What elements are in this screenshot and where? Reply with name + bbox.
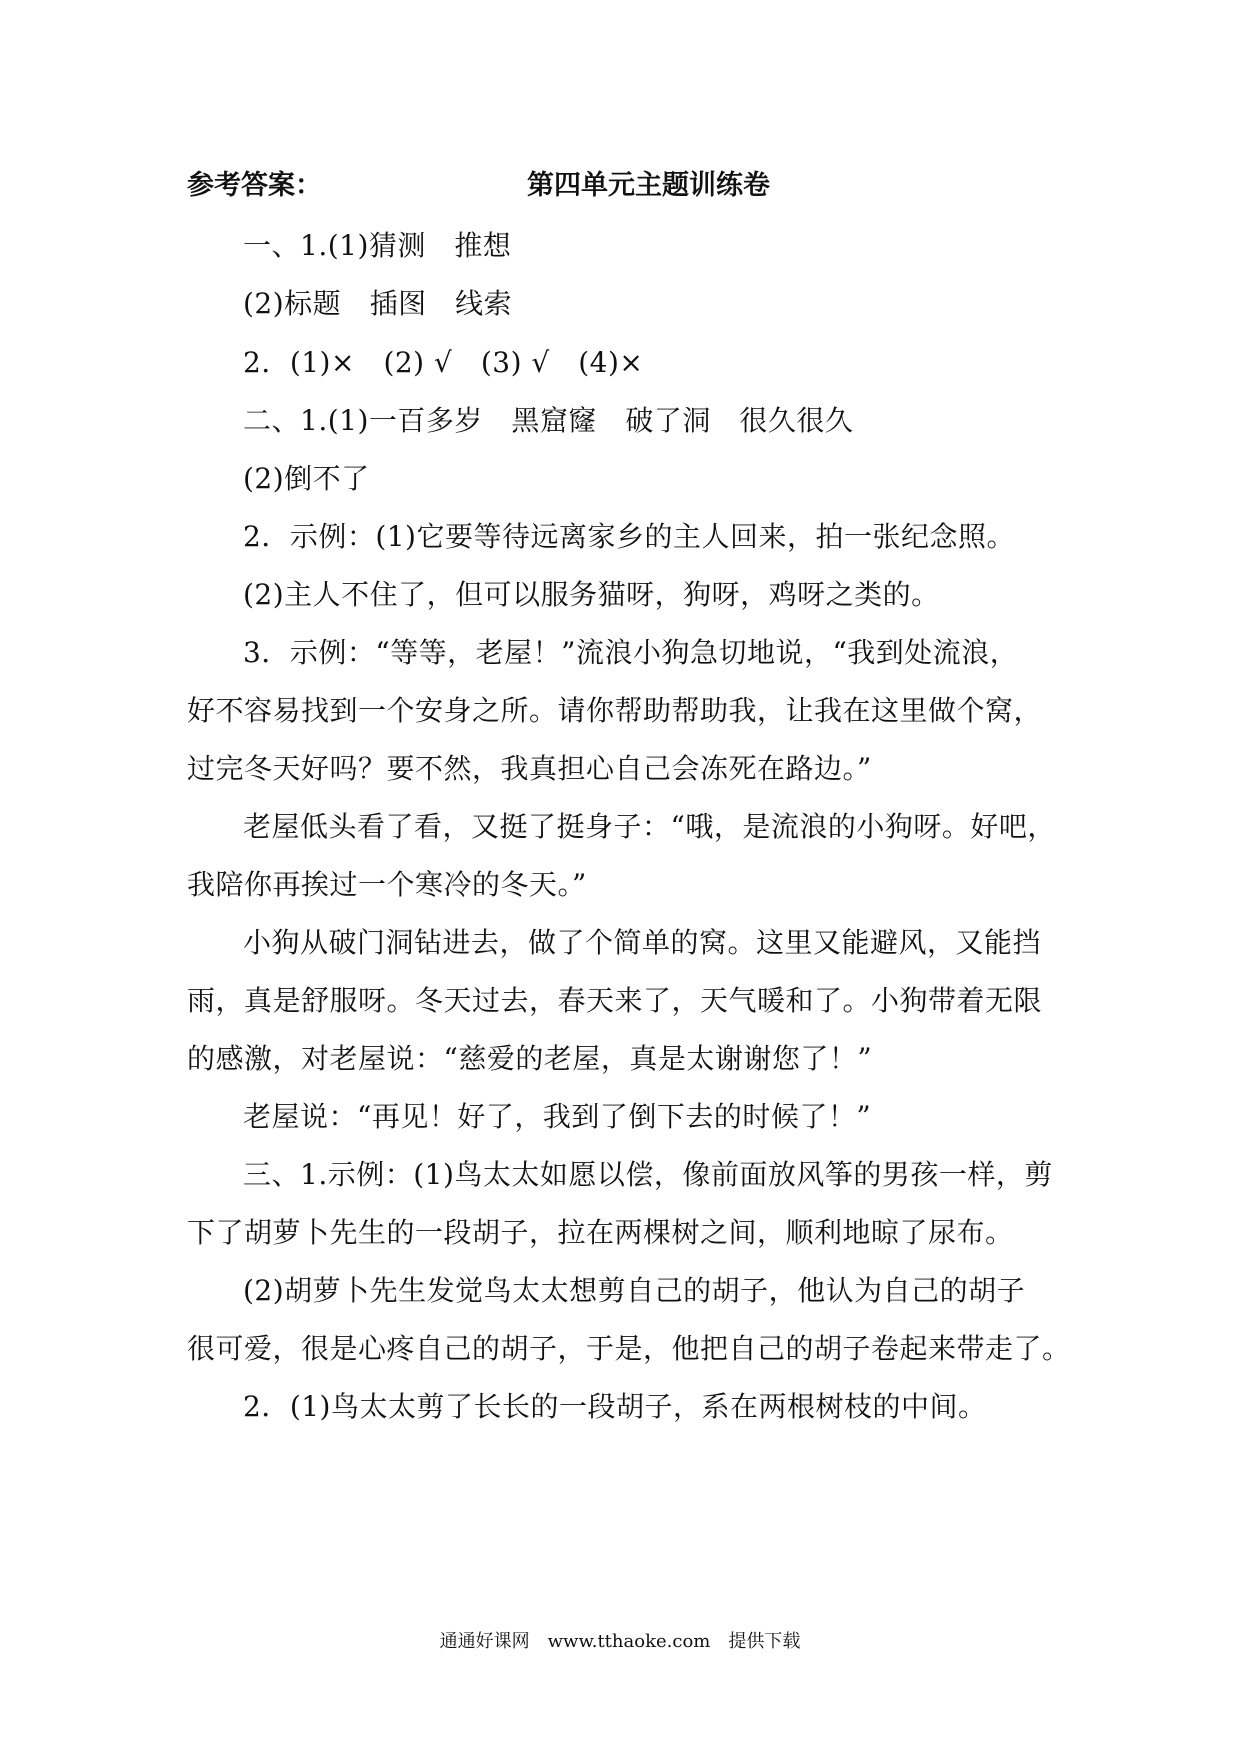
answer-line-7: (2)主人不住了，但可以服务猫呀，狗呀，鸡呀之类的。 bbox=[243, 578, 940, 611]
answer-line-20: 很可爱，很是心疼自己的胡子，于是，他把自己的胡子卷起来带走了。 bbox=[187, 1332, 1071, 1365]
answer-line-10: 过完冬天好吗？要不然，我真担心自己会冻死在路边。” bbox=[187, 752, 872, 785]
answer-line-12: 我陪你再挨过一个寒冷的冬天。” bbox=[187, 868, 587, 901]
answer-line-8: 3．示例：“等等，老屋！”流浪小狗急切地说，“我到处流浪， bbox=[243, 636, 1019, 669]
answer-line-17: 三、1.示例：(1)鸟太太如愿以偿，像前面放风筝的男孩一样，剪 bbox=[243, 1158, 1053, 1191]
answer-line-5: (2)倒不了 bbox=[243, 462, 370, 495]
answer-line-21: 2．(1)鸟太太剪了长长的一段胡子，系在两根树枝的中间。 bbox=[243, 1390, 987, 1423]
footer-source: 通通好课网 www.tthaoke.com 提供下载 bbox=[439, 1631, 801, 1652]
page-title: 第四单元主题训练卷 bbox=[527, 170, 770, 201]
answer-line-1: 一、1.(1)猜测 推想 bbox=[243, 229, 512, 262]
answer-line-18: 下了胡萝卜先生的一段胡子，拉在两棵树之间，顺利地晾了尿布。 bbox=[187, 1216, 1014, 1249]
answer-line-3: 2．(1)× (2) √ (3) √ (4)× bbox=[243, 346, 644, 379]
answer-line-9: 好不容易找到一个安身之所。请你帮助帮助我，让我在这里做个窝， bbox=[187, 694, 1043, 727]
answer-line-16: 老屋说：“再见！好了，我到了倒下去的时候了！” bbox=[243, 1100, 872, 1133]
answer-line-19: (2)胡萝卜先生发觉鸟太太想剪自己的胡子，他认为自己的胡子 bbox=[243, 1274, 1026, 1307]
answer-line-11: 老屋低头看了看，又挺了挺身子：“哦，是流浪的小狗呀。好吧， bbox=[243, 810, 1056, 843]
answer-line-14: 雨，真是舒服呀。冬天过去，春天来了，天气暖和了。小狗带着无限 bbox=[187, 984, 1043, 1017]
answer-line-4: 二、1.(1)一百多岁 黑窟窿 破了洞 很久很久 bbox=[243, 404, 854, 437]
answer-line-2: (2)标题 插图 线索 bbox=[243, 287, 513, 320]
answer-key-label: 参考答案： bbox=[187, 170, 322, 201]
answer-line-13: 小狗从破门洞钻进去，做了个简单的窝。这里又能避风，又能挡 bbox=[243, 926, 1042, 959]
answer-line-6: 2．示例：(1)它要等待远离家乡的主人回来，拍一张纪念照。 bbox=[243, 520, 1015, 553]
answer-line-15: 的感激，对老屋说：“慈爱的老屋，真是太谢谢您了！” bbox=[187, 1042, 873, 1075]
